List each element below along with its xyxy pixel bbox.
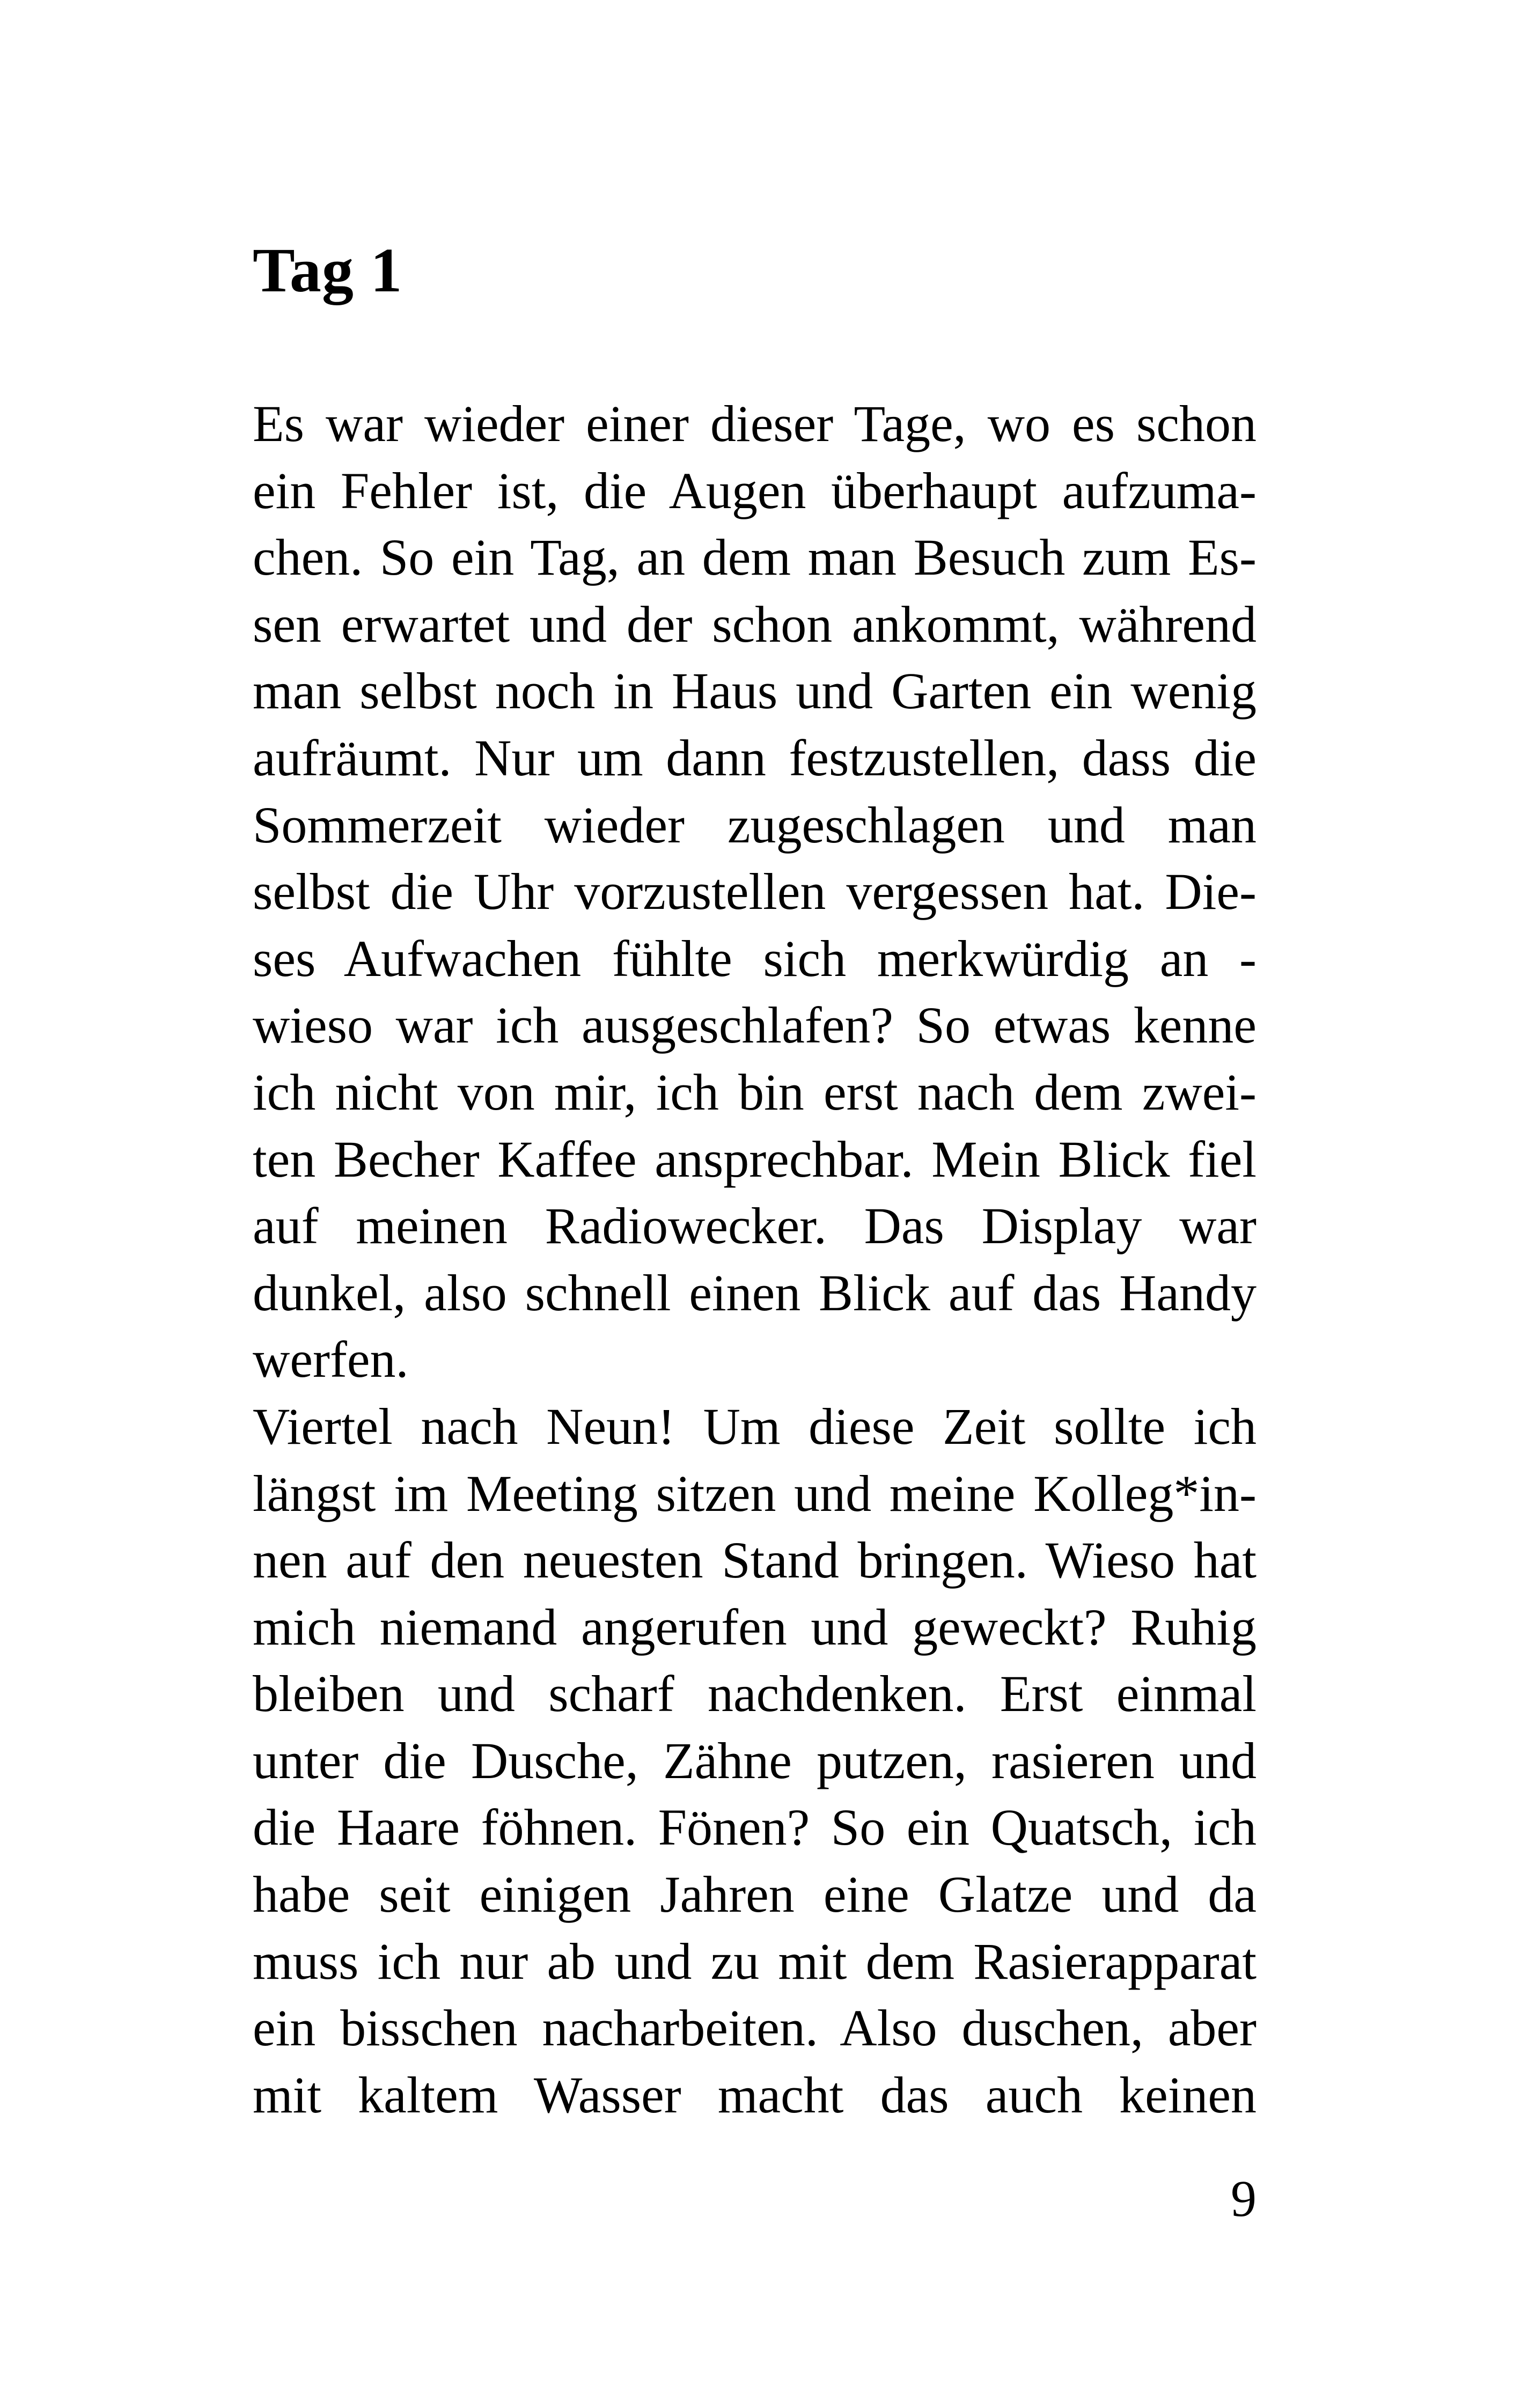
text-line: längst im Meeting sitzen und meine Kolleg*in- <box>253 1464 1257 1522</box>
text-line: selbst die Uhr vorzustellen vergessen hat. Die- <box>253 863 1257 921</box>
page-number: 9 <box>1231 2170 1257 2227</box>
text-line: bleiben und scharf nachdenken. Erst einmal <box>253 1665 1257 1723</box>
text-line: dunkel, also schnell einen Blick auf das Handy <box>253 1264 1257 1322</box>
text-line: Sommerzeit wieder zugeschlagen und man <box>253 796 1257 854</box>
text-line: ses Aufwachen fühlte sich merkwürdig an - <box>253 929 1257 987</box>
text-line: muss ich nur ab und zu mit dem Rasierapparat <box>253 1932 1257 1990</box>
text-line: wieso war ich ausgeschlafen? So etwas kenne <box>253 996 1257 1054</box>
text-line: chen. So ein Tag, an dem man Besuch zum Es- <box>253 528 1257 586</box>
text-line: Es war wieder einer dieser Tage, wo es schon <box>253 395 1257 452</box>
text-line: Viertel nach Neun! Um diese Zeit sollte ich <box>253 1397 1257 1455</box>
text-line: ein bisschen nacharbeiten. Also duschen, aber <box>253 1999 1257 2057</box>
text-line: sen erwartet und der schon ankommt, während <box>253 595 1257 653</box>
text-line: mit kaltem Wasser macht das auch keinen <box>253 2066 1257 2124</box>
text-line: werfen. <box>253 1331 409 1389</box>
chapter-title: Tag 1 <box>253 235 403 305</box>
text-line: mich niemand angerufen und geweckt? Ruhig <box>253 1598 1257 1656</box>
text-line: die Haare föhnen. Fönen? So ein Quatsch, ich <box>253 1798 1257 1856</box>
text-line: man selbst noch in Haus und Garten ein wenig <box>253 662 1257 720</box>
text-line: nen auf den neuesten Stand bringen. Wieso hat <box>253 1531 1257 1589</box>
body-text <box>253 391 1257 2128</box>
text-line: ein Fehler ist, die Augen überhaupt aufzuma- <box>253 461 1257 519</box>
text-line: ten Becher Kaffee ansprechbar. Mein Blick fiel <box>253 1130 1257 1188</box>
text-line: unter die Dusche, Zähne putzen, rasieren und <box>253 1731 1257 1789</box>
text-line: auf meinen Radiowecker. Das Display war <box>253 1197 1257 1255</box>
text-line: aufräumt. Nur um dann festzustellen, dass die <box>253 729 1257 787</box>
text-line: habe seit einigen Jahren eine Glatze und da <box>253 1866 1257 1924</box>
text-line: ich nicht von mir, ich bin erst nach dem zwei- <box>253 1063 1257 1121</box>
